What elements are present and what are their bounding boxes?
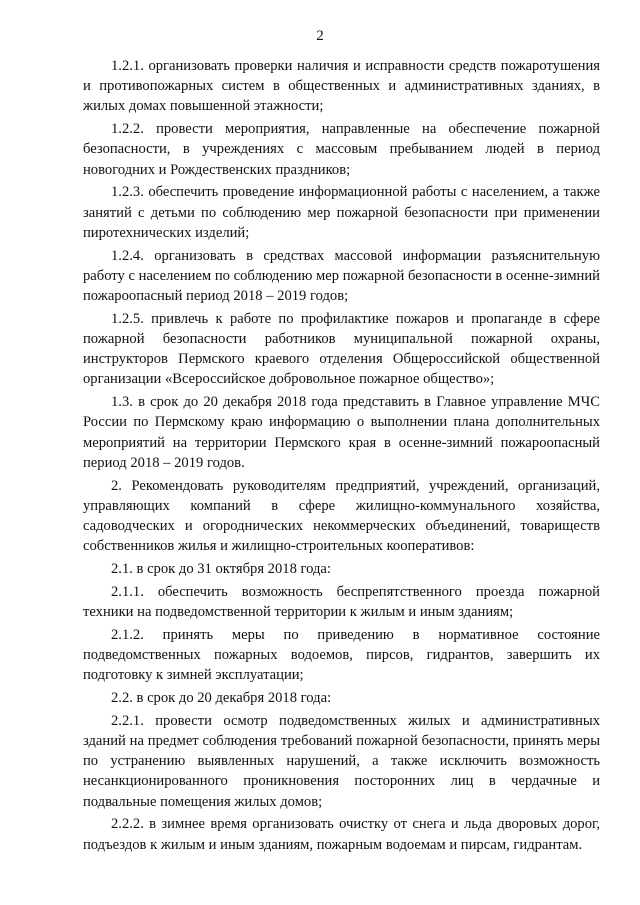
paragraph-2: 2. Рекомендовать руководителям предприятий, учреждений, организаций, управляющих компаний в сфере жилищно-коммунального хозяйства, садоводческих и огороднических некоммерческих объединений, товариществ собственников жилья и жилищно-строительных кооперативов:	[83, 477, 600, 555]
paragraph-1-2-1: 1.2.1. организовать проверки наличия и исправности средств пожаротушения и противопожарных систем в общественных и административных зданиях, в жилых домах повышенной этажности;	[83, 58, 600, 115]
paragraph-2-1: 2.1. в срок до 31 октября 2018 года:	[111, 561, 331, 578]
document-body	[83, 56, 600, 857]
paragraph-2-2-2: 2.2.2. в зимнее время организовать очистку от снега и льда дворовых дорог, подъездов к жилым и иным зданиям, пожарным водоемам и пирсам, гидрантам.	[83, 816, 600, 853]
paragraph-1-2-2: 1.2.2. провести мероприятия, направленные на обеспечение пожарной безопасности, в учреждениях с массовым пребыванием людей в период новогодних и Рождественских праздников;	[83, 121, 600, 178]
paragraph-1-3: 1.3. в срок до 20 декабря 2018 года представить в Главное управление МЧС России по Пермскому краю информацию о выполнении плана дополнительных мероприятий на территории Пермского края в осенне-зимний пожароопасный период 2018 – 2019 годов.	[83, 394, 600, 471]
page-number: 2	[316, 28, 324, 44]
paragraph-1-2-4: 1.2.4. организовать в средствах массовой информации разъяснительную работу с населением по соблюдению мер пожарной безопасности в осенне-зимний пожароопасный период 2018 – 2019 годов;	[83, 247, 600, 305]
paragraph-2-1-1: 2.1.1. обеспечить возможность беспрепятственного проезда пожарной техники на подведомственной территории к жилым и иным зданиям;	[83, 583, 600, 621]
paragraph-2-1-2: 2.1.2. принять меры по приведению в нормативное состояние подведомственных пожарных водоемов, пирсов, гидрантов, завершить их подготовку к зимней эксплуатации;	[83, 626, 600, 684]
paragraph-1-2-3: 1.2.3. обеспечить проведение информационной работы с населением, а также занятий с детьми по соблюдению мер пожарной безопасности при применении пиротехнических изделий;	[83, 184, 600, 241]
paragraph-1-2-5: 1.2.5. привлечь к работе по профилактике пожаров и пропаганде в сфере пожарной безопасности работников муниципальной пожарной охраны, инструкторов Пермского краевого отделения Общероссийской общественной организации «Всероссийское добровольное пожарное общество»;	[83, 310, 600, 388]
paragraph-2-2: 2.2. в срок до 20 декабря 2018 года:	[111, 690, 332, 707]
paragraph-2-2-1: 2.2.1. провести осмотр подведомственных жилых и административных зданий на предмет соблюдения требований пожарной безопасности, принять меры по устранению выявленных нарушений, а также исключить возможность несанкционированного проникновения посторонних лиц в чердачные и подвальные помещения жилых домов;	[83, 712, 600, 810]
